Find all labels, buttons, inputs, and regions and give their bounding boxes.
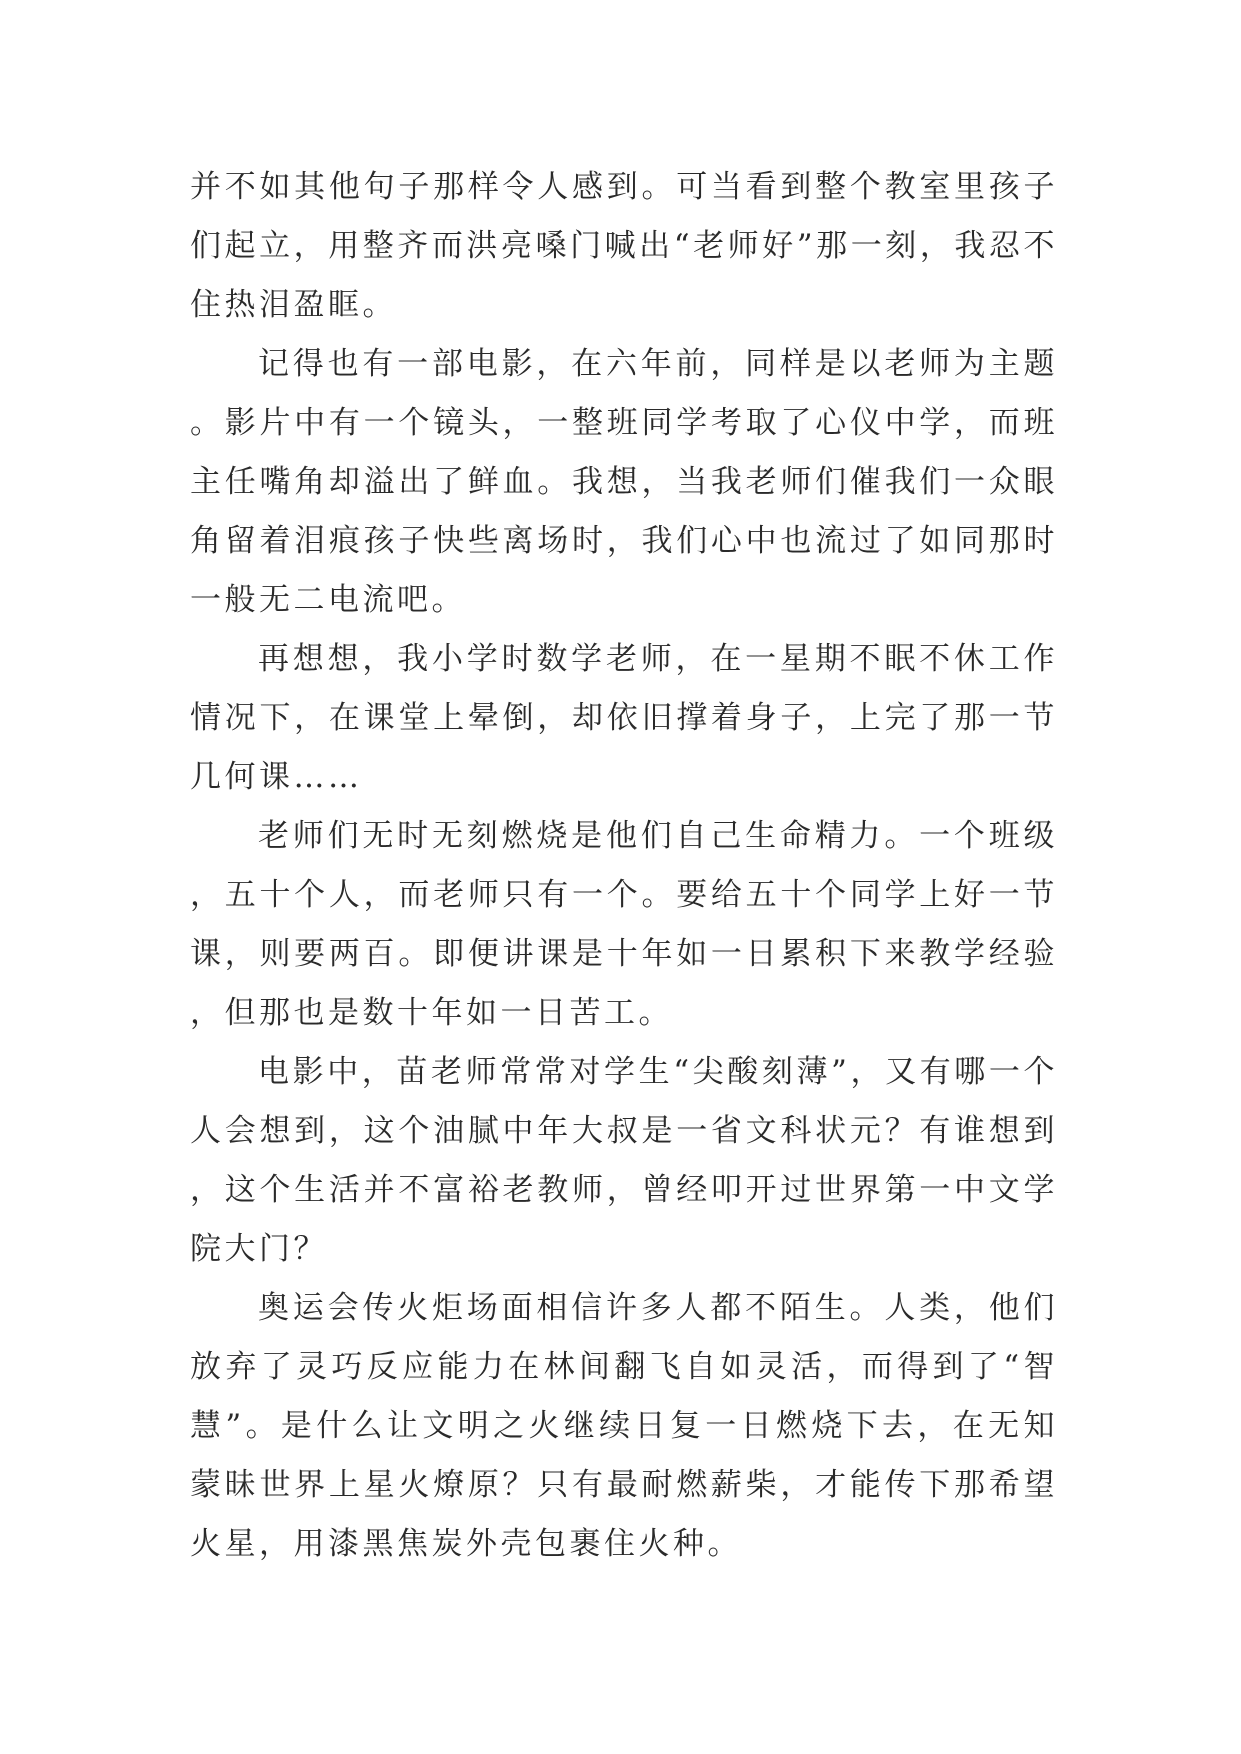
paragraph-3: 再想想，我小学时数学老师，在一星期不眠不休工作情况下，在课堂上晕倒，却依旧撑着身子，上完了那一节几何课……: [190, 641, 1058, 795]
paragraph-5: 电影中，苗老师常常对学生“尖酸刻薄”，又有哪一个人会想到，这个油腻中年大叔是一省文科状元？有谁想到，这个生活并不富裕老教师，曾经叩开过世界第一中文学院大门？: [190, 1054, 1058, 1267]
paragraph-1: 并不如其他句子那样令人感到。可当看到整个教室里孩子们起立，用整齐而洪亮嗓门喊出“老师好”那一刻，我忍不住热泪盈眶。: [190, 169, 1058, 323]
document-body: [190, 158, 1058, 1574]
paragraph-2: 记得也有一部电影，在六年前，同样是以老师为主题。影片中有一个镜头，一整班同学考取了心仪中学，而班主任嘴角却溢出了鲜血。我想，当我老师们催我们一众眼角留着泪痕孩子快些离场时，我们心中也流过了如同那时一般无二电流吧。: [190, 346, 1058, 618]
paragraph-4: 老师们无时无刻燃烧是他们自己生命精力。一个班级，五十个人，而老师只有一个。要给五十个同学上好一节课，则要两百。即便讲课是十年如一日累积下来教学经验，但那也是数十年如一日苦工。: [190, 818, 1058, 1031]
paragraph-6: 奥运会传火炬场面相信许多人都不陌生。人类，他们放弃了灵巧反应能力在林间翻飞自如灵活，而得到了“智慧”。是什么让文明之火继续日复一日燃烧下去，在无知蒙昧世界上星火燎原？只有最耐燃薪柴，才能传下那希望火星，用漆黑焦炭外壳包裹住火种。: [190, 1290, 1058, 1562]
